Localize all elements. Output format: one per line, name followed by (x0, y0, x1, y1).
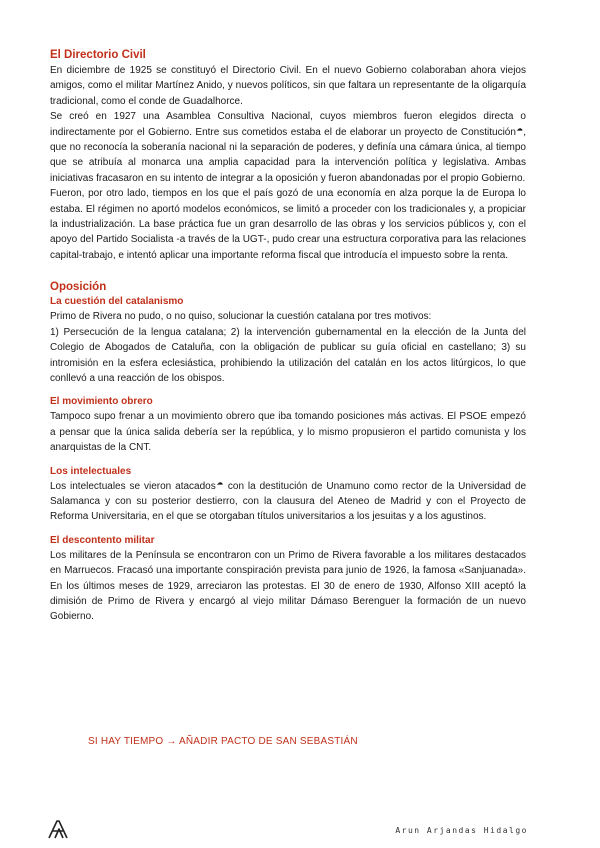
author-name: Arun Arjandas Hidalgo (395, 826, 528, 835)
paragraph: 1) Persecución de la lengua catalana; 2) la intervención gubernamental en la elección de la Junta del Colegio de Abogados de Cataluña, con la obligación de publicar su guía oficial en castellano; 3) su intromisión en la esfera eclesiástica, prohibiendo la utilización del catalán en los actos litúrgicos, lo que conllevó a una reacción de los obispos. (50, 326, 526, 384)
section-title-directorio: El Directorio Civil (50, 49, 146, 61)
paragraph: Los militares de la Península se encontraron con un Primo de Rivera favorable a los militares destacados en Marruecos. Fracasó una importante conspiración prevista para junio de 1926, la famosa «Sanjuanada». En los últimos meses de 1929, arreciaron las protestas. El 30 de enero de 1930, Alfonso XIII aceptó la dimisión de Primo de Rivera y encargó al viejo militar Dámaso Berenguer la formación de un nuevo Gobierno. (50, 549, 526, 623)
wuolah-logo-icon (47, 819, 71, 839)
subsection-title-intelectuales: Los intelectuales (50, 465, 132, 477)
paragraph: Fueron, por otro lado, tiempos en los que el país gozó de una economía en alza porque la de Europa lo estaba. El régimen no aportó modelos económicos, se limitó a proceder con los tradicionales y, a propiciar la industrialización. La base práctica fue un gran desarrollo de las obras y los servicios públicos y, con el apoyo del Partido Socialista -a través de la UGT-, pudo crear una estructura corporativa para las relaciones capital-trabajo, e intentó aplicar una importante reforma fiscal que introducía el impuesto sobre la renta. (50, 188, 526, 261)
paragraph: Se creó en 1927 una Asamblea Consultiva Nacional, cuyos miembros fueron elegidos directa o indirectamente por el Gobierno. Entre sus cometidos estaba el de elaborar un proyecto de Constitución☁, que no reconocía la soberanía nacional ni la separación de poderes, y definía una cámara única, al tiempo que se atribuía al monarca una amplia capacidad para la intervención política y legislativa. Ambas iniciativas fracasaron en su intento de integrar a la oposición y fueron abandonadas por el propio Gobierno. (50, 111, 527, 184)
subsection-title-catalanismo: La cuestión del catalanismo (50, 296, 184, 308)
todo-note: SI HAY TIEMPO → AÑADIR PACTO DE SAN SEBASTIÁN (88, 736, 358, 747)
cloud-icon: ☁ (515, 126, 524, 133)
paragraph: En diciembre de 1925 se constituyó el Directorio Civil. En el nuevo Gobierno colaboraban ahora viejos amigos, como el militar Martínez Anido, y nuevos políticos, sin que faltara un representante de la oligarquía tradicional, como el conde de Guadalhorce. (50, 65, 526, 107)
cloud-icon: ☁ (215, 480, 224, 487)
subsection-title-obrero: El movimiento obrero (50, 396, 153, 408)
subsection-title-militar: El descontento militar (50, 534, 155, 546)
paragraph: Los intelectuales se vieron atacados☁ con la destitución de Unamuno como rector de la Universidad de Salamanca y con su posterior destierro, con la clausura del Ateneo de Madrid y con el Proyecto de Reforma Universitaria, en el que se otorgaban títulos universitarios a los jesuitas y a los agustinos. (50, 480, 527, 523)
paragraph: Primo de Rivera no pudo, o no quiso, solucionar la cuestión catalana por tres motivos: (50, 311, 432, 323)
section-title-oposicion: Oposición (50, 281, 107, 294)
document-body (50, 48, 526, 625)
paragraph: Tampoco supo frenar a un movimiento obrero que iba tomando posiciones más activas. El PSOE empezó a pensar que la única salida debería ser la república, y lo mismo propusieron el partido comunista y los anarquistas de la CNT. (50, 411, 526, 454)
